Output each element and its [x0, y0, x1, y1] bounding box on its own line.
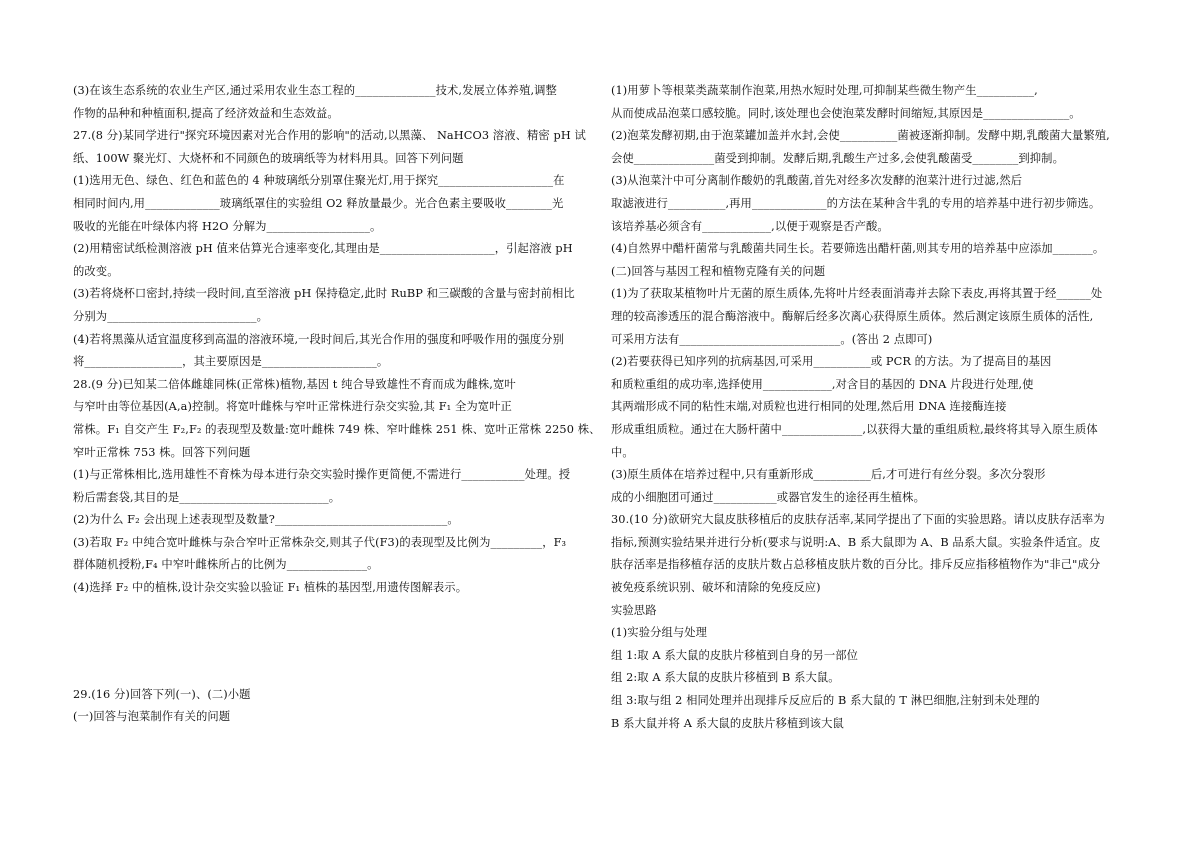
text-line: 将_________________，其主要原因是____________________。	[73, 355, 389, 369]
text-line: 成的小细胞团可通过___________或器官发生的途径再生植株。	[611, 490, 925, 504]
text-line: 窄叶正常株 753 株。回答下列问题	[73, 445, 251, 459]
text-line: (2)泡菜发酵初期,由于泡菜罐加盖并水封,会使__________菌被逐渐抑制。发酵中期,乳酸菌大量繁殖,	[611, 129, 1110, 143]
text-line: 被免疫系统识别、破坏和清除的免疫反应)	[611, 581, 821, 595]
left-text-block-top	[73, 80, 601, 600]
text-line: (4)选择 F₂ 中的植株,设计杂交实验以验证 F₁ 植株的基因型,用遗传图解表示。	[73, 581, 468, 595]
text-line: 吸收的光能在叶绿体内将 H2O 分解为__________________。	[73, 219, 382, 233]
text-line: (3)若取 F₂ 中纯合宽叶雌株与杂合窄叶正常株杂交,则其子代(F3)的表现型及比例为_________，F₃	[73, 535, 567, 549]
question-29-heading: 29.(16 分)回答下列(一)、(二)小题	[73, 687, 251, 701]
text-line: 组 1:取 A 系大鼠的皮肤片移植到自身的另一部位	[611, 648, 859, 662]
text-line: 中。	[611, 445, 634, 459]
text-line: 会使______________菌受到抑制。发酵后期,乳酸生产过多,会使乳酸菌受________到抑制。	[611, 151, 1064, 165]
text-line: (3)原生质体在培养过程中,只有重新形成__________后,才可进行有丝分裂。多次分裂形	[611, 468, 1046, 482]
text-line: 可采用方法有____________________________。(答出 2 点即可)	[611, 332, 933, 346]
text-line: 纸、100W 聚光灯、大烧杯和不同颜色的玻璃纸等为材料用具。回答下列问题	[73, 151, 464, 165]
text-line: 指标,预测实验结果并进行分析(要求与说明:A、B 系大鼠即为 A、B 品系大鼠。实验条件适宜。皮	[611, 535, 1101, 549]
question-28-heading: 28.(9 分)已知某二倍体雌雄同株(正常株)植物,基因 t 纯合导致雄性不育而成为雌株,宽叶	[73, 377, 516, 391]
left-text-block-bottom	[73, 684, 585, 729]
text-line: (1)实验分组与处理	[611, 626, 708, 640]
text-line: 从而使成品泡菜口感较脆。同时,该处理也会使泡菜发酵时间缩短,其原因是_______________。	[611, 106, 1081, 120]
text-line: 相同时间内,用_____________玻璃纸罩住的实验组 O2 释放量最少。光合色素主要吸收________光	[73, 196, 564, 210]
text-line: (1)用萝卜等根菜类蔬菜制作泡菜,用热水短时处理,可抑制某些微生物产生__________,	[611, 84, 1038, 97]
text-line: (3)在该生态系统的农业生产区,通过采用农业生态工程的______________技术,发展立体养殖,调整	[73, 84, 557, 97]
text-line: 组 3:取与组 2 相同处理并出现排斥反应后的 B 系大鼠的 T 淋巴细胞,注射到未处理的	[611, 694, 1040, 708]
text-line: 形成重组质粒。通过在大肠杆菌中______________,以获得大量的重组质粒,最终将其导入原生质体	[611, 422, 1098, 436]
text-line: (3)从泡菜汁中可分离制作酸奶的乳酸菌,首先对经多次发酵的泡菜汁进行过滤,然后	[611, 174, 1023, 188]
text-line: 取滤液进行__________,再用_____________的方法在某种含牛乳的专用的培养基中进行初步筛选。	[611, 196, 1101, 210]
section-heading: (二)回答与基因工程和植物克隆有关的问题	[611, 264, 826, 278]
text-line: (4)若将黑藻从适宜温度移到高温的溶液环境,一段时间后,其光合作用的强度和呼吸作用的强度分别	[73, 332, 564, 346]
text-line: 实验思路	[611, 603, 657, 617]
text-line: 的改变。	[73, 264, 119, 278]
text-line: (2)用精密试纸检测溶液 pH 值来估算光合速率变化,其理由是____________________，引起溶液 pH	[73, 242, 573, 256]
text-line: 其两端形成不同的粘性末端,对质粒也进行相同的处理,然后用 DNA 连接酶连接	[611, 400, 1007, 414]
text-line: (3)若将烧杯口密封,持续一段时间,直至溶液 pH 保持稳定,此时 RuBP 和三碳酸的含量与密封前相比	[73, 287, 575, 301]
question-27-heading: 27.(8 分)某同学进行"探究环境因素对光合作用的影响"的活动,以黑藻、 NaHCO3 溶液、精密 pH 试	[73, 129, 586, 143]
text-line: 与窄叶由等位基因(A,a)控制。将宽叶雌株与窄叶正常株进行杂交实验,其 F₁ 全为宽叶正	[73, 400, 512, 414]
text-line: (一)回答与泡菜制作有关的问题	[73, 710, 231, 724]
text-line: (2)为什么 F₂ 会出现上述表现型及数量?______________________________。	[73, 513, 459, 527]
text-line: (2)若要获得已知序列的抗病基因,可采用__________或 PCR 的方法。为了提高目的基因	[611, 355, 1052, 369]
question-30-heading: 30.(10 分)欲研究大鼠皮肤移植后的皮肤存活率,某同学提出了下面的实验思路。请以皮肤存活率为	[611, 513, 1105, 527]
text-line: 常株。F₁ 自交产生 F₂,F₂ 的表现型及数量:宽叶雌株 749 株、窄叶雌株 251 株、宽叶正常株 2250 株、	[73, 422, 601, 436]
text-line: 作物的品种和种植面积,提高了经济效益和生态效益。	[73, 106, 339, 120]
text-line: 和质粒重组的成功率,选择使用____________,对含目的基因的 DNA 片段进行处理,使	[611, 377, 1034, 391]
text-line: 分别为__________________________。	[73, 309, 269, 323]
text-line: (1)选用无色、绿色、红色和蓝色的 4 种玻璃纸分别罩住聚光灯,用于探究____________________在	[73, 174, 565, 188]
text-line: 粉后需套袋,其目的是__________________________。	[73, 490, 341, 504]
text-line: B 系大鼠并将 A 系大鼠的皮肤片移植到该大鼠	[611, 716, 844, 730]
answer-space	[73, 600, 585, 684]
text-line: 理的较高渗透压的混合酶溶液中。酶解后经多次离心获得原生质体。然后测定该原生质体的活性,	[611, 309, 1094, 323]
right-column	[611, 80, 1131, 735]
text-line: (1)与正常株相比,选用雄性不育株为母本进行杂交实验时操作更简便,不需进行___________处理。授	[73, 468, 571, 482]
text-line: 该培养基必须含有____________,以便于观察是否产酸。	[611, 219, 889, 233]
left-column	[73, 80, 601, 729]
text-line: 群体随机授粉,F₄ 中窄叶雌株所占的比例为______________。	[73, 558, 379, 572]
text-line: (4)自然界中醋杆菌常与乳酸菌共同生长。若要筛选出醋杆菌,则其专用的培养基中应添加_______。	[611, 242, 1105, 256]
text-line: (1)为了获取某植物叶片无菌的原生质体,先将叶片经表面消毒并去除下表皮,再将其置于经______处	[611, 287, 1103, 301]
text-line: 组 2:取 A 系大鼠的皮肤片移植到 B 系大鼠。	[611, 671, 840, 685]
text-line: 肤存活率是指移植存活的皮肤片数占总移植皮肤片数的百分比。排斥反应指移植物作为"非己"成分	[611, 558, 1101, 572]
